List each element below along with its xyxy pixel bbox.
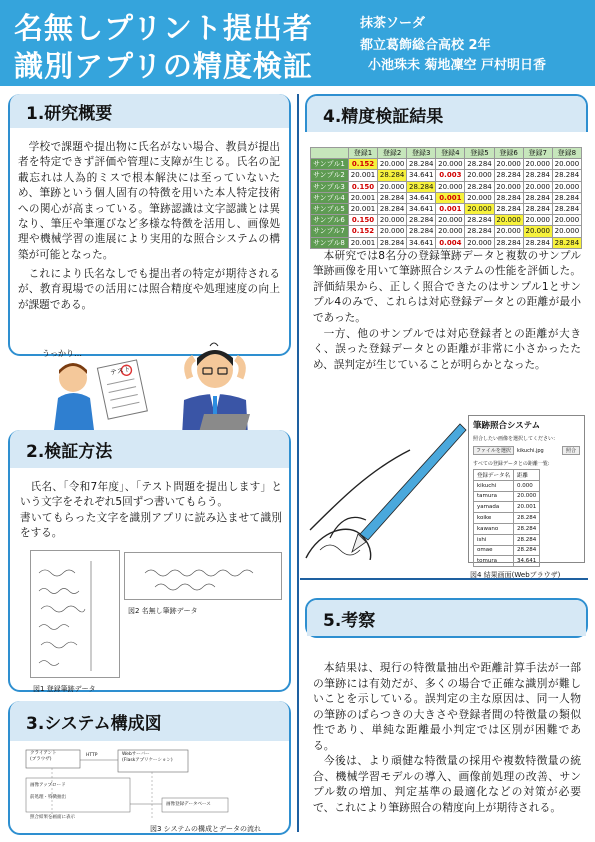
distance-cell: 28.284 <box>407 226 436 237</box>
section-title: 3.システム構成図 <box>10 701 289 741</box>
member-names: 小池珠未 菊地凜空 戸村明日香 <box>368 58 547 73</box>
distance-cell: 0.001 <box>436 192 465 203</box>
client-node: クライアント (ブラウザ) <box>30 751 57 762</box>
results-paragraph-2: 一方、他のサンプルでは対応登録者との距離が大きく、誤った登録データとの距離が非常に小さかったため、誤判定が生じていることが明らかとなった。 <box>313 328 581 371</box>
distance-cell: 28.284 <box>494 170 523 181</box>
col-distance-header: 距離 <box>514 470 540 481</box>
hand-pen-icon <box>300 410 470 560</box>
figure-1-caption: 図1 登録筆跡データ <box>33 685 96 693</box>
distance-cell: 20.000 <box>552 226 581 237</box>
registered-name: tomura <box>474 556 514 567</box>
table-row <box>311 159 582 170</box>
distance-cell: 0.152 <box>348 159 377 170</box>
registered-name: yamada <box>474 502 514 513</box>
registered-name: omae <box>474 545 514 556</box>
file-select-button[interactable]: ファイルを選択 <box>473 446 514 455</box>
oops-caption: うっかり… <box>42 349 82 358</box>
registered-name: kikuchi <box>474 480 514 491</box>
distance-value: 34.641 <box>514 556 540 567</box>
school-name: 都立葛飾総合高校 2年 <box>360 38 491 53</box>
team-name: 抹茶ソーダ <box>360 16 426 31</box>
sample-label: サンプル1 <box>311 159 349 170</box>
title-line-2: 識別アプリの精度検証 <box>14 49 313 83</box>
distance-value: 28.284 <box>514 545 540 556</box>
table-row <box>311 237 582 248</box>
registered-header: 登録5 <box>465 148 494 159</box>
feature-step: 前処理・特徴抽出 <box>30 795 66 800</box>
distance-cell: 28.284 <box>465 215 494 226</box>
distance-cell: 28.284 <box>523 192 552 203</box>
handwriting-scan-icon <box>125 553 283 601</box>
test-sheet-label: テスト <box>109 364 132 378</box>
distance-value: 0.000 <box>514 480 540 491</box>
result-screen <box>468 415 585 563</box>
distance-cell: 20.001 <box>348 192 377 203</box>
registered-name: koike <box>474 513 514 524</box>
teacher-illustration <box>170 338 260 436</box>
database-node: 画像登録データベース <box>166 802 211 807</box>
ui-prompt: 照合したい画像を選択してください： <box>473 436 559 442</box>
section-title: 1.研究概要 <box>10 94 289 128</box>
pen-writing-illustration <box>300 410 470 560</box>
list-item <box>474 556 540 567</box>
distance-cell: 0.152 <box>348 226 377 237</box>
teacher-troubled-icon <box>170 338 260 436</box>
distance-cell: 28.284 <box>378 203 407 214</box>
registered-name: ishi <box>474 534 514 545</box>
section-title: 4.精度検証結果 <box>307 96 586 132</box>
distance-cell: 0.150 <box>348 215 377 226</box>
sample-label: サンプル7 <box>311 226 349 237</box>
registered-header: 登録1 <box>348 148 377 159</box>
distance-cell: 28.284 <box>407 215 436 226</box>
distance-cell: 0.150 <box>348 181 377 192</box>
section-title: 5.考察 <box>307 600 586 636</box>
table-row <box>311 192 582 203</box>
table-row <box>311 215 582 226</box>
distance-cell: 28.284 <box>407 159 436 170</box>
registered-header: 登録6 <box>494 148 523 159</box>
distance-cell: 20.001 <box>348 237 377 248</box>
sample-label: サンプル6 <box>311 215 349 226</box>
figure-3-caption: 図3 システムの構成とデータの流れ <box>150 825 261 833</box>
distance-cell: 20.000 <box>378 181 407 192</box>
submit-button[interactable]: 照合 <box>562 446 580 455</box>
registered-handwriting-image <box>30 550 120 678</box>
distance-cell: 34.641 <box>407 170 436 181</box>
list-item <box>474 513 540 524</box>
distance-cell: 28.284 <box>494 192 523 203</box>
distance-cell: 0.001 <box>436 203 465 214</box>
distance-value: 28.284 <box>514 523 540 534</box>
http-label: HTTP <box>86 753 98 758</box>
table-row <box>311 203 582 214</box>
distance-cell: 28.284 <box>552 203 581 214</box>
anonymous-handwriting-image <box>124 552 282 600</box>
distance-value: 28.284 <box>514 534 540 545</box>
section-results <box>305 94 588 132</box>
distance-cell: 20.000 <box>523 159 552 170</box>
file-name: kikuchi.jpg <box>516 447 544 454</box>
distance-cell: 28.284 <box>465 159 494 170</box>
distance-cell: 28.284 <box>465 226 494 237</box>
distance-cell: 20.000 <box>552 181 581 192</box>
overview-paragraph-1: 学校で課題や提出物に氏名がない場合、教員が提出者を特定できず評価や管理に支障が生じる。氏名の記載忘れは人為的ミスで根本解決には至っていないため、筆跡という個人固有の特徴を用いた本人特定技術への関心が高まっている。筆跡認識は文字認識とは異なり、筆圧や筆運びなど多様な特徴を活用し、画像処理や機械学習の進展により実用的な照合システムの構築が可能となった。 <box>18 141 280 261</box>
distance-cell: 20.000 <box>465 192 494 203</box>
discussion-paragraph-1: 本結果は、現行の特徴量抽出や距離計算手法が一部の筆跡には有効だが、多くの場合で正確な識別が難しいことを示している。誤判定の主な原因は、同一人物の筆跡のばらつきの大きさや登録者間の特徴量の類似性であり、単純な距離最小判定では区別が困難である。 <box>313 661 581 752</box>
distance-table <box>473 469 540 567</box>
distance-cell: 20.000 <box>378 215 407 226</box>
distance-cell: 28.284 <box>378 170 407 181</box>
result-step: 照合結果を画面に表示 <box>30 815 75 820</box>
distance-cell: 20.001 <box>348 203 377 214</box>
distance-cell: 20.000 <box>465 237 494 248</box>
student-worried-icon <box>40 348 150 430</box>
distance-cell: 20.000 <box>436 226 465 237</box>
table-row <box>311 226 582 237</box>
results-paragraph-1: 本研究では8名分の登録筆跡データと複数のサンプル筆跡画像を用いて筆跡照合システムの性能を評価した。評価結果から、正しく照合できたのはサンプル1とサンプル4のみで、これらは対応登録データとの距離が最小であった。 <box>313 250 581 324</box>
distance-cell: 28.284 <box>494 237 523 248</box>
distance-cell: 0.004 <box>436 237 465 248</box>
title-line-1: 名無しプリント提出者 <box>14 11 313 45</box>
registered-name: kawano <box>474 523 514 534</box>
distance-cell: 20.000 <box>552 215 581 226</box>
figure-4-caption: 図4 結果画面(Webブラウザ) <box>470 571 561 579</box>
sample-label: サンプル5 <box>311 203 349 214</box>
distance-cell: 28.284 <box>407 181 436 192</box>
distance-cell: 20.000 <box>465 170 494 181</box>
method-paragraph-1: 氏名、「令和7年度」、「テスト問題を提出します」という文字をそれぞれ5回ずつ書いてもらう。 <box>20 481 282 509</box>
distance-cell: 28.284 <box>552 237 581 248</box>
list-item <box>474 491 540 502</box>
ui-list-heading: すべての登録データとの距離一覧: <box>473 461 550 467</box>
list-item <box>474 480 540 491</box>
list-item <box>474 523 540 534</box>
distance-cell: 34.641 <box>407 192 436 203</box>
distance-cell: 20.000 <box>436 159 465 170</box>
distance-cell: 28.284 <box>494 203 523 214</box>
col-name-header: 登録データ名 <box>474 470 514 481</box>
ui-title: 筆跡照合システム <box>473 421 541 431</box>
distance-cell: 20.000 <box>378 226 407 237</box>
student-illustration <box>40 348 150 430</box>
registered-header: 登録8 <box>552 148 581 159</box>
sample-label: サンプル2 <box>311 170 349 181</box>
column-divider <box>297 94 299 832</box>
sample-label: サンプル8 <box>311 237 349 248</box>
distance-cell: 28.284 <box>378 237 407 248</box>
distance-cell: 20.000 <box>552 159 581 170</box>
distance-cell: 20.000 <box>494 159 523 170</box>
server-node: Webサーバー (Flaskアプリケーション) <box>122 752 173 763</box>
corner-header <box>311 148 349 159</box>
section-discussion <box>305 598 588 638</box>
table-row <box>311 181 582 192</box>
distance-cell: 20.000 <box>523 226 552 237</box>
distance-cell: 20.001 <box>348 170 377 181</box>
distance-cell: 28.284 <box>378 192 407 203</box>
registered-header: 登録7 <box>523 148 552 159</box>
distance-cell: 28.284 <box>552 170 581 181</box>
sample-label: サンプル3 <box>311 181 349 192</box>
handwriting-scan-icon <box>31 551 121 679</box>
registered-header: 登録4 <box>436 148 465 159</box>
list-item <box>474 545 540 556</box>
registered-name: tamura <box>474 491 514 502</box>
upload-step: 画像アップロード <box>30 783 66 788</box>
system-diagram <box>22 748 272 820</box>
distance-cell: 28.284 <box>465 181 494 192</box>
distance-cell: 0.003 <box>436 170 465 181</box>
distance-cell: 20.000 <box>378 159 407 170</box>
distance-cell: 20.000 <box>494 181 523 192</box>
distance-value: 20.001 <box>514 502 540 513</box>
method-paragraph-2: 書いてもらった文字を識別アプリに読み込ませて識別をする。 <box>20 512 282 540</box>
distance-cell: 20.000 <box>465 203 494 214</box>
section-title: 2.検証方法 <box>10 430 289 468</box>
distance-cell: 28.284 <box>523 170 552 181</box>
sample-label: サンプル4 <box>311 192 349 203</box>
distance-cell: 34.641 <box>407 237 436 248</box>
discussion-paragraph-2: 今後は、より頑健な特徴量の採用や複数特徴量の統合、機械学習モデルの導入、画像前処理の改善、サンプル数の増加、判定基準の最適化などの対策が必要で、これにより筆跡照合の精度向上が期待される。 <box>313 754 581 814</box>
table-row <box>311 170 582 181</box>
figure-2-caption: 図2 名無し筆跡データ <box>128 607 198 615</box>
distance-cell: 20.000 <box>523 181 552 192</box>
distance-cell: 20.000 <box>494 215 523 226</box>
list-item <box>474 534 540 545</box>
distance-cell: 28.284 <box>523 237 552 248</box>
distance-value: 28.284 <box>514 513 540 524</box>
list-item <box>474 502 540 513</box>
results-table <box>310 147 582 249</box>
distance-cell: 20.000 <box>436 215 465 226</box>
registered-header: 登録3 <box>407 148 436 159</box>
registered-header: 登録2 <box>378 148 407 159</box>
distance-cell: 28.284 <box>523 203 552 214</box>
distance-cell: 20.000 <box>523 215 552 226</box>
distance-cell: 28.284 <box>552 192 581 203</box>
distance-cell: 34.641 <box>407 203 436 214</box>
distance-cell: 20.000 <box>436 181 465 192</box>
distance-cell: 20.000 <box>494 226 523 237</box>
overview-paragraph-2: これにより氏名なしでも提出者の特定が期待されるが、教育現場での活用には照合精度や処理速度の向上が課題である。 <box>18 268 280 311</box>
distance-value: 20.000 <box>514 491 540 502</box>
